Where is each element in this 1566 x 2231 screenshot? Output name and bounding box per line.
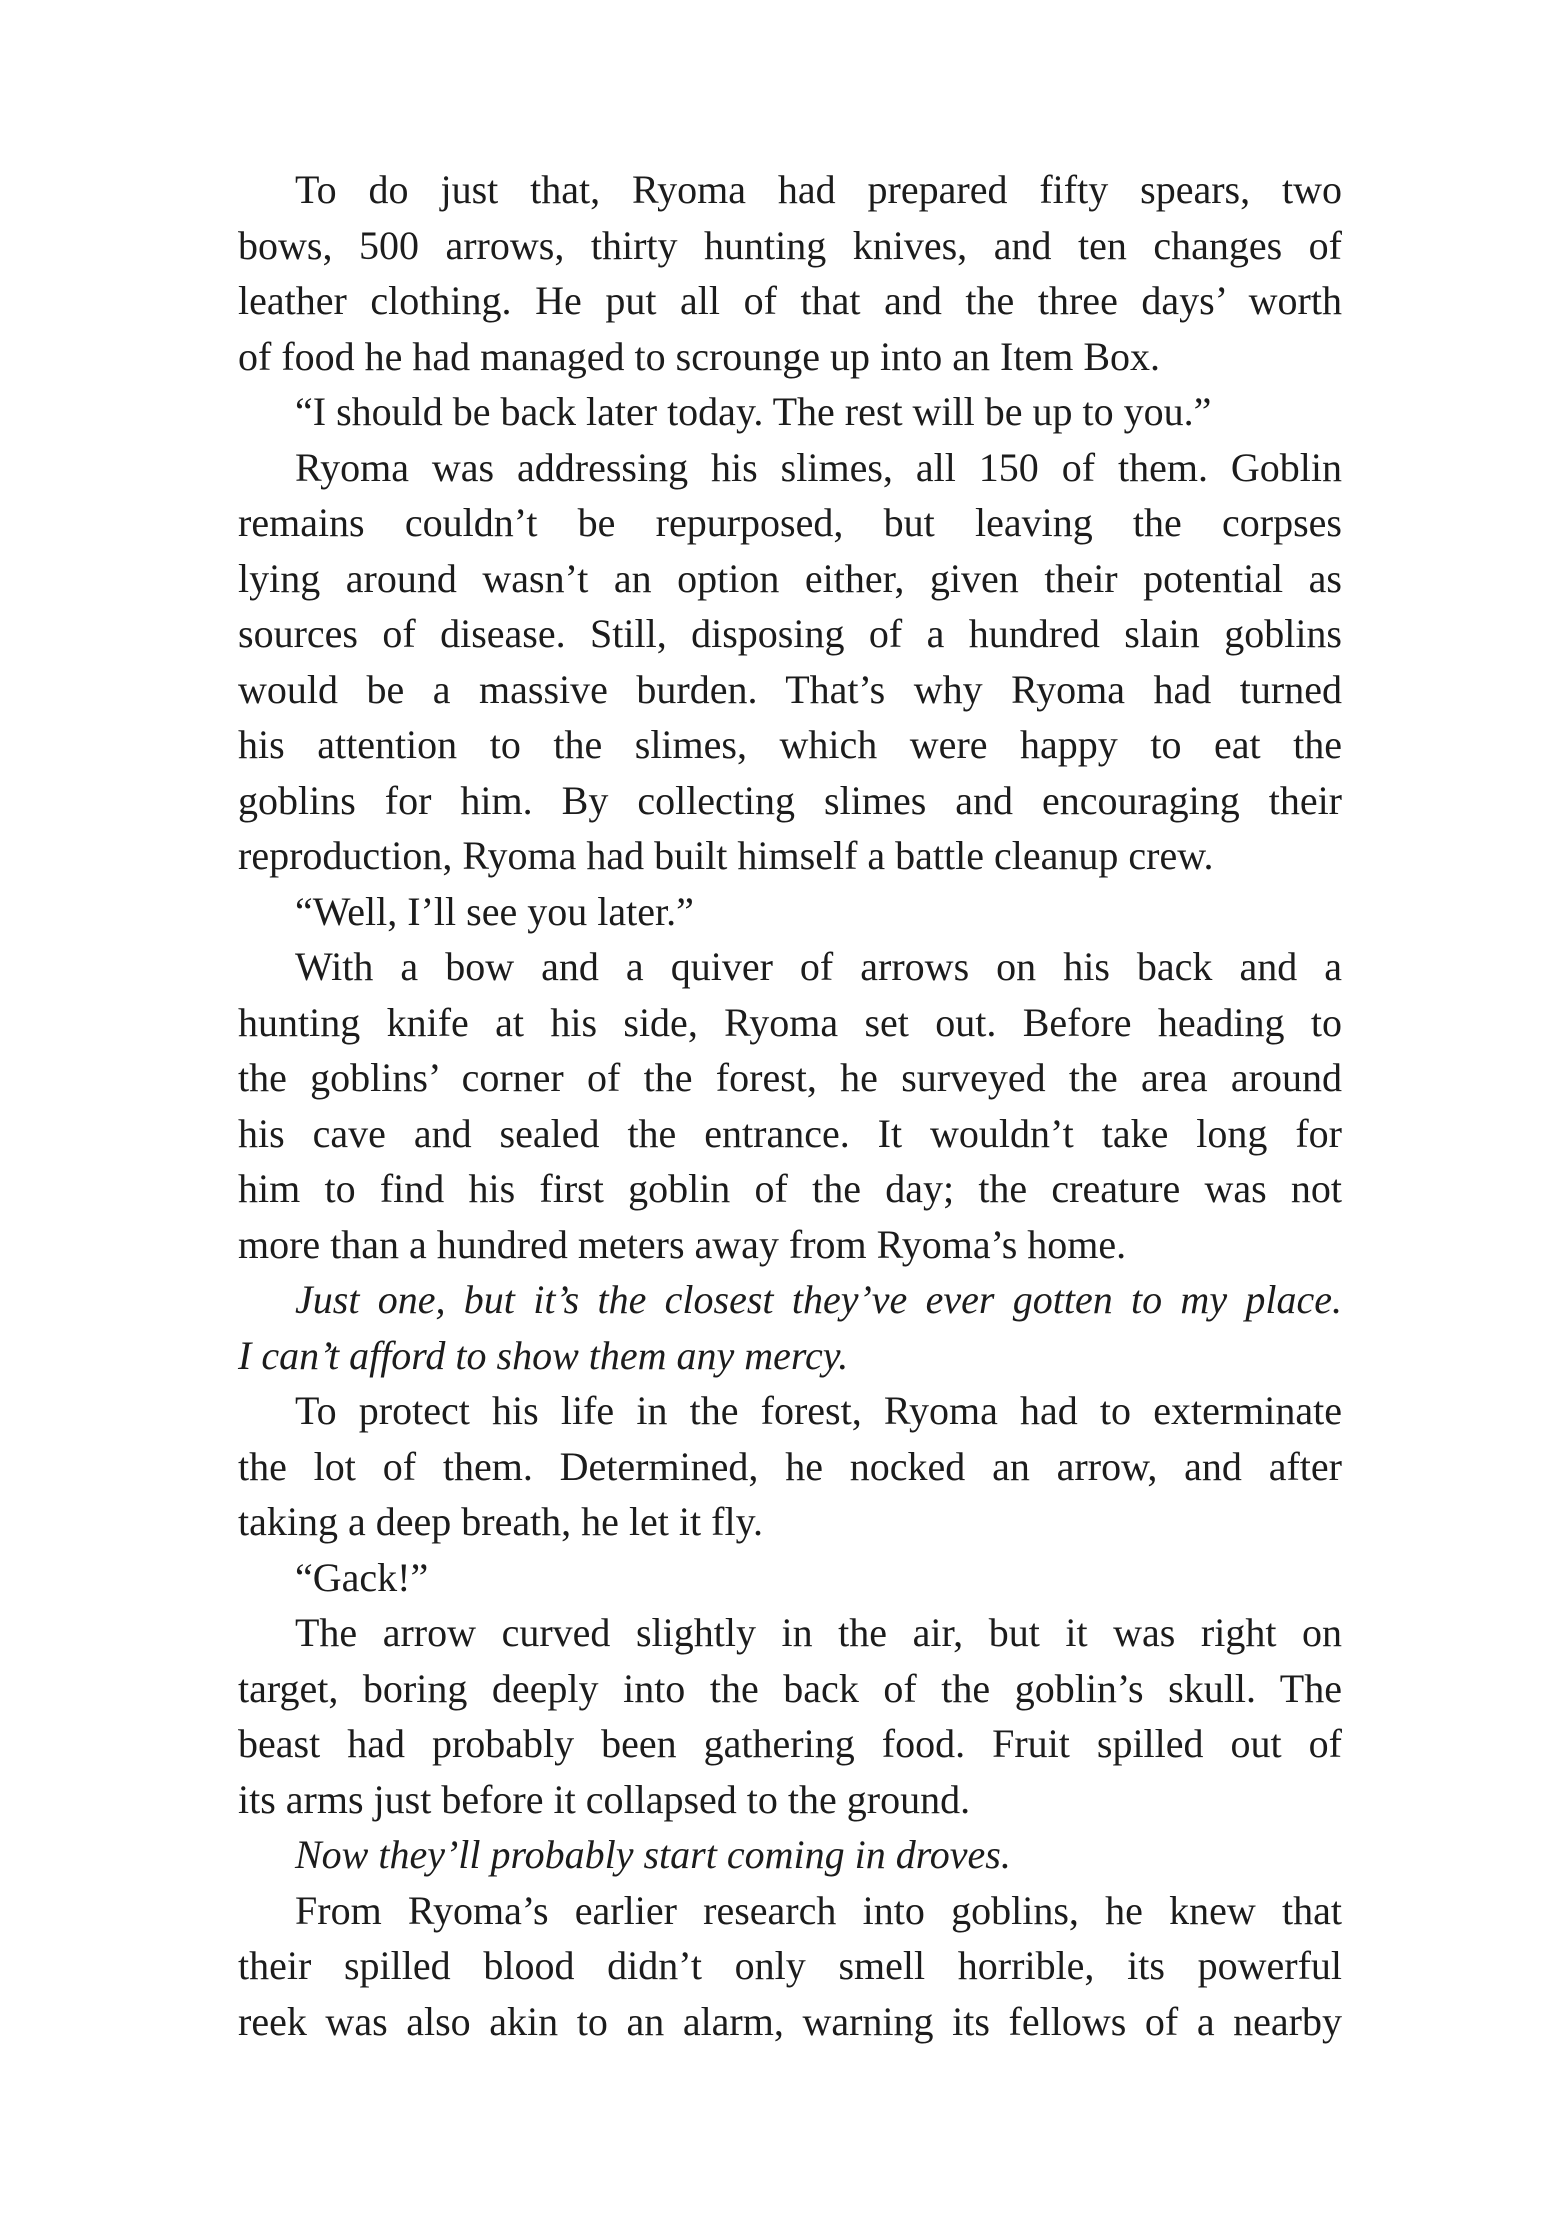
text-line: “I should be back later today. The rest will be up to you.” bbox=[295, 389, 1212, 434]
text-line: To do just that, Ryoma had prepared fifty spears, two bbox=[295, 167, 1342, 212]
text-line: him to find his first goblin of the day; the creature was not bbox=[238, 1166, 1342, 1211]
text-line: To protect his life in the forest, Ryoma had to exterminate bbox=[295, 1388, 1342, 1433]
text-line: would be a massive burden. That’s why Ryoma had turned bbox=[238, 666, 1342, 712]
text-line: beast had probably been gathering food. Fruit spilled out of bbox=[238, 1721, 1342, 1766]
text-line: leather clothing. He put all of that and the three days’ worth bbox=[238, 278, 1342, 323]
text-line: “Well, I’ll see you later.” bbox=[295, 888, 694, 934]
text-line: hunting knife at his side, Ryoma set out. Before heading to bbox=[238, 999, 1342, 1045]
text-line: With a bow and a quiver of arrows on his back and a bbox=[295, 944, 1342, 989]
text-line: taking a deep breath, he let it fly. bbox=[238, 1499, 763, 1544]
text-line: their spilled blood didn’t only smell horrible, its powerful bbox=[238, 1943, 1342, 1988]
text-line: lying around wasn’t an option either, given their potential as bbox=[238, 555, 1342, 601]
text-line: goblins for him. By collecting slimes and encouraging their bbox=[238, 777, 1342, 823]
text-line: reek was also akin to an alarm, warning its fellows of a nearby bbox=[238, 1998, 1342, 2044]
text-line: remains couldn’t be repurposed, but leaving the corpses bbox=[238, 500, 1342, 545]
text-line: his attention to the slimes, which were happy to eat the bbox=[238, 722, 1342, 767]
page-text bbox=[238, 162, 1342, 2049]
text-line: bows, 500 arrows, thirty hunting knives, and ten changes of bbox=[238, 222, 1342, 268]
text-line: the goblins’ corner of the forest, he surveyed the area around bbox=[238, 1055, 1342, 1100]
text-line: the lot of them. Determined, he nocked an arrow, and after bbox=[238, 1443, 1342, 1489]
text-line: target, boring deeply into the back of the goblin’s skull. The bbox=[238, 1665, 1342, 1711]
text-line: his cave and sealed the entrance. It wouldn’t take long for bbox=[238, 1110, 1342, 1156]
text-line: “Gack!” bbox=[295, 1554, 429, 1600]
text-line: From Ryoma’s earlier research into goblins, he knew that bbox=[295, 1887, 1342, 1933]
text-line: reproduction, Ryoma had built himself a battle cleanup crew. bbox=[238, 833, 1214, 878]
text-line: Now they’ll probably start coming in droves. bbox=[295, 1832, 1011, 1877]
text-line: Just one, but it’s the closest they’ve ever gotten to my place. bbox=[295, 1277, 1342, 1322]
text-line: of food he had managed to scrounge up into an Item Box. bbox=[238, 333, 1160, 379]
text-line: I can’t afford to show them any mercy. bbox=[238, 1332, 849, 1378]
text-line: The arrow curved slightly in the air, but it was right on bbox=[295, 1610, 1342, 1655]
text-line: Ryoma was addressing his slimes, all 150 of them. Goblin bbox=[295, 444, 1342, 490]
text-line: more than a hundred meters away from Ryoma’s home. bbox=[238, 1221, 1127, 1267]
text-line: its arms just before it collapsed to the ground. bbox=[238, 1776, 971, 1822]
text-line: sources of disease. Still, disposing of a hundred slain goblins bbox=[238, 611, 1342, 656]
